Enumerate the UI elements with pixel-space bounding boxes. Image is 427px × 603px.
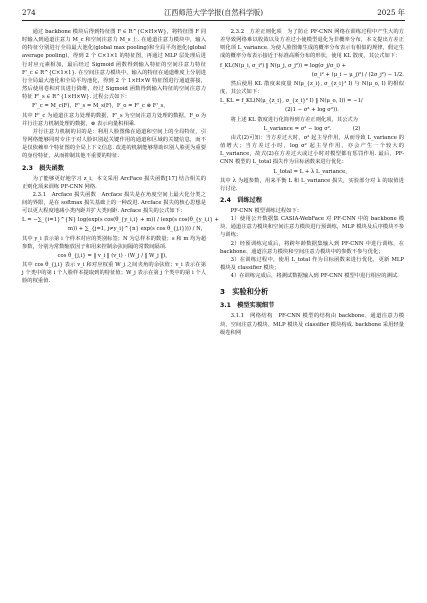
issue-year: 2025 年	[377, 8, 405, 17]
header-rule	[22, 20, 405, 21]
training-step-2: 2）经预训练完成后，将跨年龄数据集输入到 PF-CNN 中进行训练，在 backbone、通道注意力模块和空间注意力模块中的参数不参与优化；	[220, 240, 404, 255]
paragraph: 由式(2)可知：当方差过大时，σ² 起主导作用，从而导致 L_variance 的值增大；当方差过小时，log σ² 起主导作用，亦会产生一个较大的 L_variance，故式(2)在方差过大或过小时对模型都有惩罚作用. 最后，PF-CNN 模型的 L_total 损失作为目标函数来进行优化：	[220, 134, 404, 166]
paragraph: 2.3.1 Arcface 损失函数 Arcface 损失是在角度空间上最大化分类之间的界限，是在 softmax 损失基础上的一种改进. Arcface 损失的核心思想是可以更大程度地减小类内距并扩大类间距. Arcface 损失的公式如下：	[22, 191, 206, 215]
paragraph: PF-CNN 模型训练过程如下：	[230, 207, 303, 214]
training-step-3: 3）在训练过程中，使用 L_total 作为目标函数来进行优化，更新 MLP 模块及 classifier 模块；	[220, 256, 404, 272]
training-step-4: 4）在训练完成后，将测试数据输入到 PF-CNN 模型中进行相应的测试.	[230, 273, 399, 280]
journal-title: 江西师范大学学报(自然科学版)	[163, 8, 264, 17]
paragraph: 其中 cos θ_{j,i} 表示 v_i 和对应权重 W_j 之间夹角的余弦值；v_i 表示在第 j 个类中的第 i 个人脸样本提取到的特征值；W_j 表示在第 j 个类中的第 i 个人脸的权重值.	[22, 262, 206, 285]
paragraph: 为了能够更好地学习 z_i，本文采用 ArcFace 损失函数[17] 结合相关的正则化项来训练 PF-CNN 网络.	[22, 175, 206, 190]
equation-kl-line2: (σ_i² + (μ_i − μ_j)²) / (2σ_j²) − 1/2.	[311, 71, 404, 78]
left-column	[22, 28, 219, 286]
equation-attention: F'_c = M_c(F)，F'_s = M_s(F)，F_o = F'_c ⊗ F'_s，	[32, 103, 169, 110]
paragraph: 然后使用 KL 散度来度量 N(μ_{z_i}, σ_{z_i}² I) 与 N(μ_o, I) 的相似度，其公式如下：	[220, 80, 404, 96]
page-number: 274	[22, 8, 36, 17]
paragraph: 其中 y_i 表示第 i 个样本对应的类别标签；N 为总样本的数量；s 和 m 均为超参数，分别为常数缩放因子和用来控制余弦间隔的常数间隔项.	[22, 235, 206, 250]
paragraph: 并行注意力机制的目的是：利用人脸图像在通道和空间上的全局特征，引导网络能够同时专注于对人脸识别起关键作用的通道和区域的关键信息，而不是仅依赖单个特征图的全局上下文信息. 改进的机制能够帮助识别人脸更为重要的身份特征，从而抑制其他不重要的特征.	[22, 128, 206, 160]
right-column	[220, 28, 404, 337]
paragraph: 3.1.1 网络结构 PF-CNN 模型的结构由 backbone、通道注意力模块、空间注意力模块、MLP 模块及 classifier 模块构成. backbone 采用轻量级卷积网	[220, 313, 404, 336]
paragraph: 其中 λ 为超参数，用来平衡 L 和 L_variance 损失，实验部分对 λ 的取值进行讨论.	[220, 177, 404, 192]
paragraph: 通过 backbone 模块后得到特征图 F ∈ R^{C×H×W}，将特征图 F 同时输入到通道注意力 M_c 和空间注意力 M_s 上. 在通道注意力模块中，输入的特征分别进行全局最大池化(global max pooling)和全局平均池化(global average pooling)，得到 2 个 C×1×1 的特征图，再通过 MLP 层处理后进行对应元素相加，最后经过 Sigmoid 函数得到输入特征的空间注意力特征 F'_c ∈ R^{C×1×1}. 在空间注意力模块中，输入的特征在通道维度上分别进行全局最大池化和全局平均池化，得到 2 个 1×H×W 特征图进行通道拼接，然后使用卷积对其进行降维，经过 Sigmoid 函数得到输入特征的空间注意力特征 F'_s ∈ R^{1×H×W}. 过程公式如下：	[22, 29, 206, 101]
paragraph: 2.3.2 方差正则化项 为了防止 PF-CNN 网络在训练过程中产生大的方差导致网络难以收敛以及方差过小使模型退化为非概率分布，本文提出方差正则化项 L_variance. 为使人脸图像生成的概率分布表示有相似的规律，假定生成的概率分布表示接近于标准高斯分布的形状，使用 KL 散度，其公式如下：	[220, 29, 404, 60]
section-heading-2-4: 2.4 训练过程	[220, 196, 262, 204]
section-heading-2-3: 2.3 损失函数	[22, 164, 64, 172]
equation-variance: L_variance = σ² − log σ². (2)	[263, 125, 361, 132]
section-heading-3: 3 实验和分析	[220, 287, 269, 297]
paragraph: 其中 F'_c 为通道注意力处理的数据，F'_s 为空间注意力处理的数据，F_o 为并行注意力机制处理的数据，⊗ 表示向量积相乘.	[22, 112, 206, 127]
training-step-1: 1）使用公开数据集 CASIA-WebFace 对 PF-CNN 中的 backbone 模块、通道注意力模块和空间注意力模块进行预训练，MLP 模块及后序模块不参与训练；	[220, 216, 404, 239]
equation-lkl-line2: (2(1 − σ² + log σ²)).	[285, 107, 339, 114]
equation-lkl-line1: L_KL = f_KL(N(μ_{z_i}, σ_{z_i}² I) ‖ N(μ_o, I)) = −1/	[220, 98, 363, 105]
paragraph: 将上述 KL 散度进行化简得到方差正则化项，其公式为	[230, 116, 358, 123]
equation-kl-line1: f_KL(N(μ_i, σ_i²) ‖ N(μ_j, σ_j²)) = log(σ_j/σ_i) +	[220, 62, 347, 69]
equation-arcface-line2: m)) + ∑_{j=1, j≠y_i}^{n} exp(s cos θ_{j,i}))) / N，	[67, 226, 206, 233]
equation-arcface-line1: L = −∑_{i=1}^{N} log(exp(s cos(θ_{y_i,i} + m)) / (exp(s cos(θ_{y_i,i} +	[22, 217, 219, 224]
equation-cosine: cos θ_{j,i} = ‖ v_i ‖ (v_i) · (W_j / ‖ W_j ‖)，	[57, 252, 171, 259]
section-heading-3-1: 3.1 模型实现细节	[220, 302, 275, 310]
equation-total-loss: L_total = L + λ L_variance，	[273, 168, 351, 175]
running-header	[22, 7, 405, 19]
